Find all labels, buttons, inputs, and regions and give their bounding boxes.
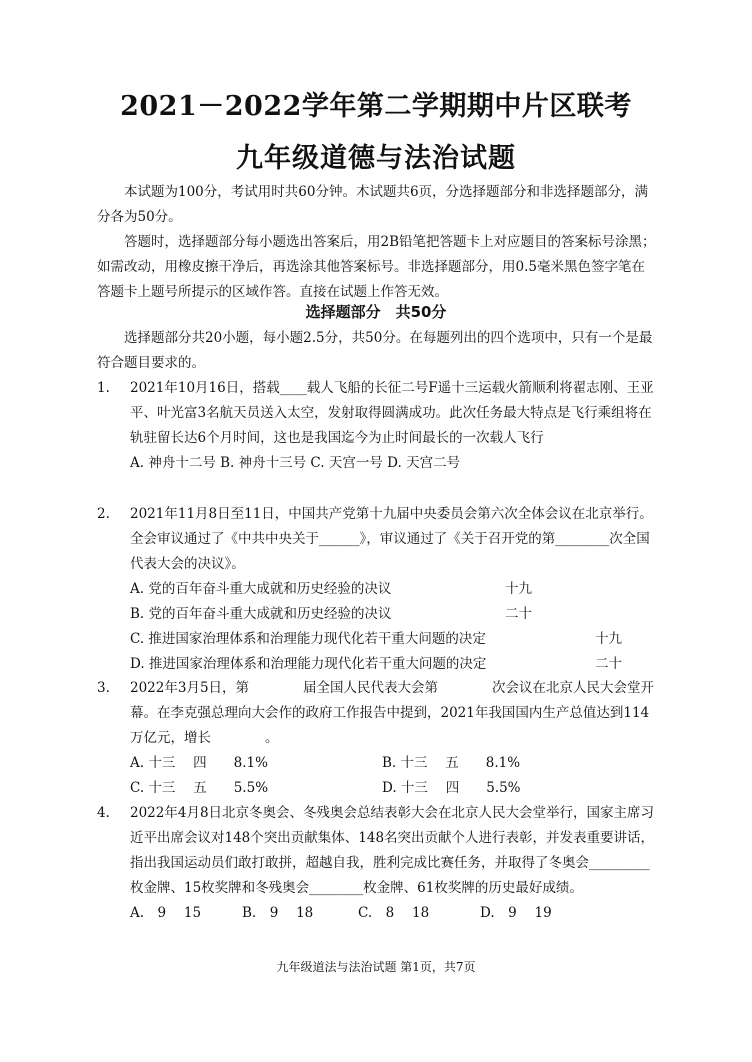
question-2 (97, 502, 657, 677)
option-text: D. 推进国家治理体系和治理能力现代化若干重大问题的决定 (130, 656, 487, 672)
option-c (130, 627, 657, 652)
question-3 (97, 676, 657, 801)
question-4 (97, 801, 657, 926)
question-options (130, 451, 657, 476)
exam-title: 2021－2022学年第二学期期中片区联考 (120, 91, 632, 122)
option-a: A. 十三 四 8.1% (130, 755, 268, 771)
option-value: 十九 (595, 631, 622, 647)
section-instructions (97, 326, 657, 376)
question-number: 3. (97, 680, 110, 696)
option-b: B. 9 18 (242, 905, 314, 921)
question-options (130, 901, 657, 926)
option-value: 十九 (505, 581, 532, 597)
option-d: D. 9 19 (480, 905, 552, 921)
option-text: C. 推进国家治理体系和治理能力现代化若干重大问题的决定 (130, 631, 486, 647)
instructions-paragraph-1: 本试题为100分，考试用时共60分钟。木试题共6页，分选择题部分和非选择题部分，满分各为50分。 (97, 184, 649, 225)
option-d (130, 652, 657, 677)
instructions-paragraph-2: 答题时，选择题部分每小题选出答案后，用2B铅笔把答题卡上对应题目的答案标号涂黑；如需改动，用橡皮擦干净后，再选涂其他答案标号。非选择题部分，用0.5毫米黑色签字笔在答题卡上题号所提示的区域作答。直接在试题上作答无效。 (97, 234, 656, 300)
exam-subtitle: 九年级道德与法治试题 (236, 143, 516, 174)
question-1 (97, 376, 657, 476)
question-stem: 2022年4月8日北京冬奥会、冬残奥会总结表彰大会在北京人民大会堂举行，国家主席习近平出席会议对148个突出贡献集体、148名突出贡献个人进行表彰，并发表重要讲话，指出我国运动员们敢打敢拼，超越自我，胜利完成比赛任务，并取得了冬奥会_________枚金牌、15枚奖牌和冬残奥会________枚金牌、61枚奖牌的历史最好成绩。 (130, 805, 655, 896)
option-row-1 (130, 751, 657, 776)
option-b: B. 十三 五 8.1% (382, 755, 521, 771)
question-stem: 2021年11月8日至11日，中国共产党第十九届中央委员会第六次全体会议在北京举行。全会审议通过了《中共中央关于______》，审议通过了《关于召开党的第________次全国代表大会的决议》。 (130, 506, 653, 572)
option-row: A. 神舟十二号 B. 神舟十三号 C. 天宫一号 D. 天宫二号 (130, 455, 461, 471)
option-value: 二十 (505, 606, 532, 622)
option-a (130, 577, 657, 602)
question-number: 2. (97, 506, 110, 522)
option-text: A. 党的百年奋斗重大成就和历史经验的决议 (130, 581, 392, 597)
option-c: C. 8 18 (358, 905, 430, 921)
section-heading: 选择题部分 共50分 (305, 303, 447, 321)
option-text: B. 党的百年奋斗重大成就和历史经验的决议 (130, 606, 392, 622)
option-value: 二十 (595, 656, 622, 672)
option-b (130, 602, 657, 627)
question-stem: 2022年3月5日，第 届全国人民代表大会第 次会议在北京人民大会堂开幕。在李克强总理向大会作的政府工作报告中提到，2021年我国国内生产总值达到114万亿元，增长 。 (130, 680, 655, 746)
option-c: C. 十三 五 5.5% (130, 780, 269, 796)
option-d: D. 十三 四 5.5% (382, 780, 521, 796)
page-footer: 九年级道法与法治试题 第1页，共7页 (276, 960, 476, 974)
question-number: 1. (97, 380, 110, 396)
option-a: A. 9 15 (130, 905, 202, 921)
section-instructions-text: 选择题部分共20小题，每小题2.5分，共50分。在每题列出的四个选项中，只有一个是最符合题目要求的。 (97, 330, 653, 371)
question-stem: 2021年10月16日，搭载____载人飞船的长征二号F遥十三运载火箭顺利将翟志刚、王亚平、叶光富3名航天员送入太空，发射取得圆满成功。此次任务最大特点是飞行乘组将在轨驻留长达6个月时间，这也是我国迄今为止时间最长的一次载人飞行 (130, 380, 654, 446)
option-row-2 (130, 776, 657, 801)
exam-instructions (97, 180, 657, 305)
question-number: 4. (97, 805, 110, 821)
